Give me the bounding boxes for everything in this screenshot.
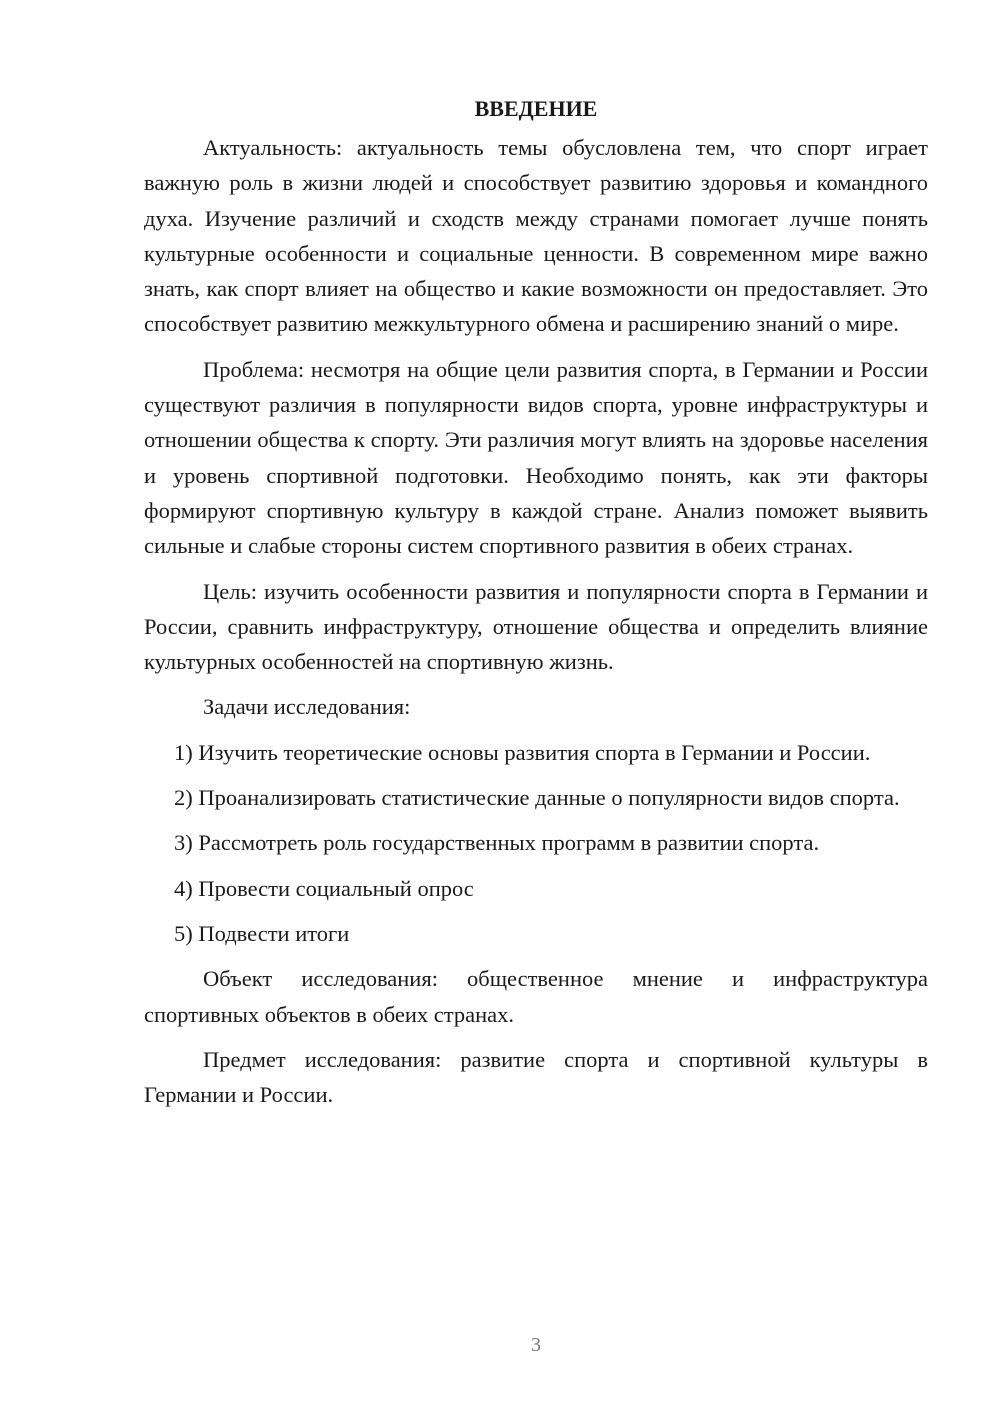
document-page (144, 94, 928, 1122)
tasks-title: Задачи исследования: (203, 694, 411, 720)
paragraph-goal: Цель: изучить особенности развития и популярности спорта в Германии и России, сравнить инфраструктуру, отношение общества и определить влияние культурных особенностей на спортивную жизнь. (144, 578, 928, 675)
paragraph-subject: Предмет исследования: развитие спорта и спортивной культуры в Германии и России. (144, 1046, 928, 1108)
task-item: 5) Подвести итоги (174, 920, 350, 946)
task-item: 4) Провести социальный опрос (174, 875, 474, 901)
page-number: 3 (531, 1334, 541, 1356)
task-item: 1) Изучить теоретические основы развития спорта в Германии и России. (174, 739, 871, 765)
task-item: 2) Проанализировать статистические данные о популярности видов спорта. (174, 785, 900, 811)
paragraph-object: Объект исследования: общественное мнение и инфраструктура спортивных объектов в обеих странах. (144, 966, 928, 1027)
task-item: 3) Рассмотреть роль государственных программ в развитии спорта. (174, 830, 820, 856)
section-heading: ВВЕДЕНИЕ (474, 96, 598, 121)
paragraph-problem: Проблема: несмотря на общие цели развития спорта, в Германии и России существуют различия в популярности видов спорта, уровне инфраструктуры и отношении общества к спорту. Эти различия могут влиять на здоровье населения и уровень спортивной подготовки. Необходимо понять, как эти факторы формируют спортивную культуру в каждой стране. Анализ поможет выявить сильные и слабые стороны систем спортивного развития в обеих странах. (144, 356, 928, 559)
paragraph-relevance: Актуальность: актуальность темы обусловлена тем, что спорт играет важную роль в жизни людей и способствует развитию здоровья и командного духа. Изучение различий и сходств между странами помогает лучше понять культурные особенности и социальные ценности. В современном мире важно знать, как спорт влияет на общество и какие возможности он предоставляет. Это способствует развитию межкультурного обмена и расширению знаний о мире. (144, 135, 928, 337)
